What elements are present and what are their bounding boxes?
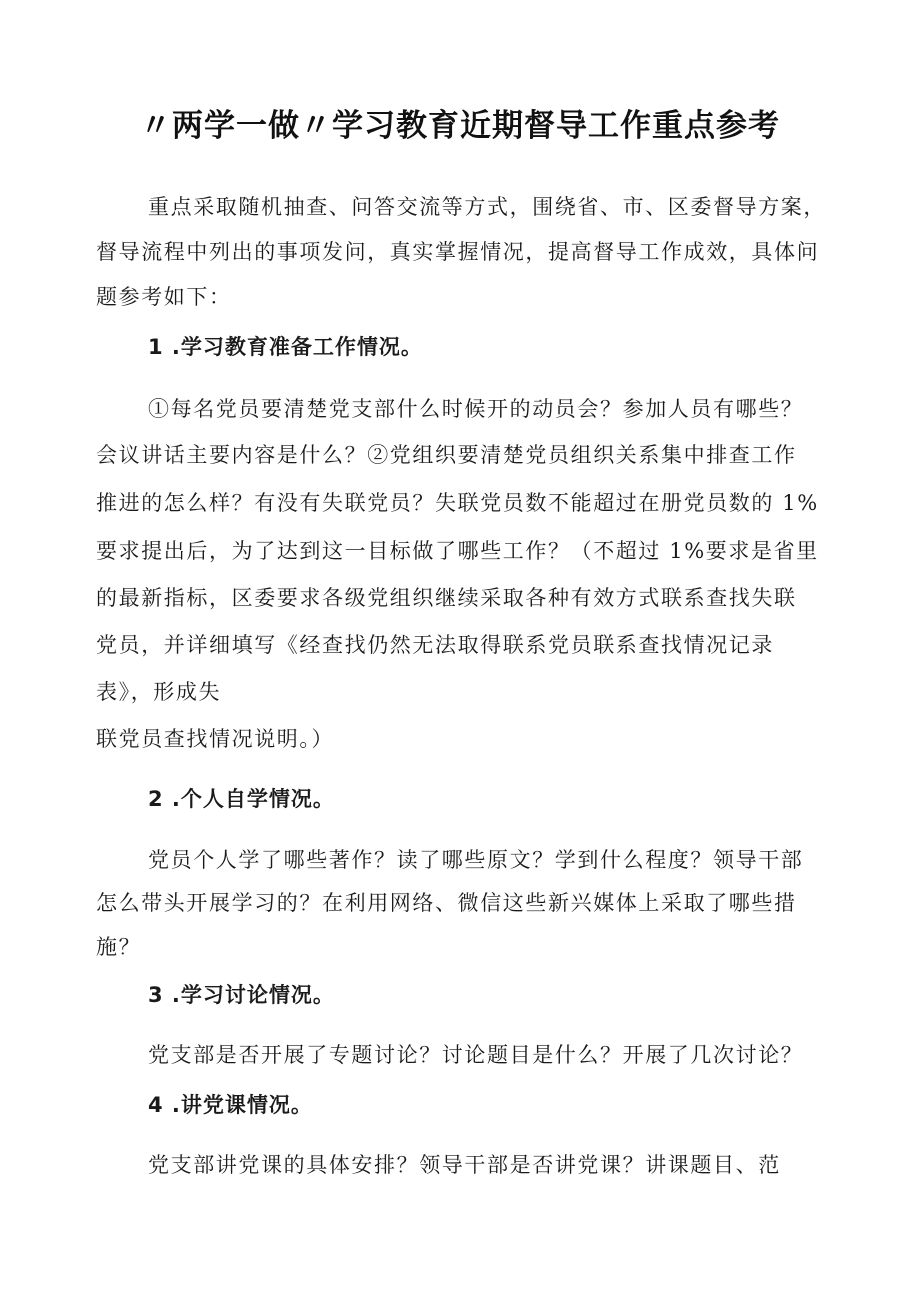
section-1-line-6: 党员，并详细填写《经查找仍然无法取得联系党员联系查找情况记录: [96, 633, 774, 657]
section-heading-1: 1 .学习教育准备工作情况。: [148, 335, 423, 359]
section-1-line-7: 表》，形成失: [96, 680, 222, 704]
section-heading-2: 2 .个人自学情况。: [148, 787, 335, 811]
section-1-line-3: 推进的怎么样？有没有失联党员？失联党员数不能超过在册党员数的 1%: [96, 491, 819, 515]
section-heading-4: 4 .讲党课情况。: [148, 1093, 313, 1117]
section-2-line-3: 施？: [96, 935, 142, 959]
section-4-line-1: 党支部讲党课的具体安排？领导干部是否讲党课？讲课题目、范: [148, 1153, 781, 1177]
section-2-line-1: 党员个人学了哪些著作？读了哪些原文？学到什么程度？领导干部: [148, 848, 804, 872]
document-title: 〃两学一做〃学习教育近期督导工作重点参考: [140, 108, 780, 144]
paragraph-intro-line-3: 题参考如下：: [96, 285, 232, 309]
paragraph-intro-line-2: 督导流程中列出的事项发问，真实掌握情况，提高督导工作成效，具体问: [96, 240, 820, 264]
section-1-line-1: ①每名党员要清楚党支部什么时候开的动员会？参加人员有哪些？: [148, 397, 804, 421]
section-heading-3: 3 .学习讨论情况。: [148, 983, 335, 1007]
paragraph-intro-line-1: 重点采取随机抽查、问答交流等方式，围绕省、市、区委督导方案，: [148, 195, 826, 219]
section-3-line-1: 党支部是否开展了专题讨论？讨论题目是什么？开展了几次讨论？: [148, 1043, 804, 1067]
section-1-line-8: 联党员查找情况说明。）: [96, 727, 335, 751]
section-1-line-4: 要求提出后，为了达到这一目标做了哪些工作？（不超过 1%要求是省里: [96, 539, 819, 563]
section-2-line-2: 怎么带头开展学习的？在利用网络、微信这些新兴媒体上采取了哪些措: [96, 891, 797, 915]
section-1-line-2: 会议讲话主要内容是什么？②党组织要清楚党员组织关系集中排查工作: [96, 443, 797, 467]
section-1-line-5: 的最新指标，区委要求各级党组织继续采取各种有效方式联系查找失联: [96, 586, 797, 610]
